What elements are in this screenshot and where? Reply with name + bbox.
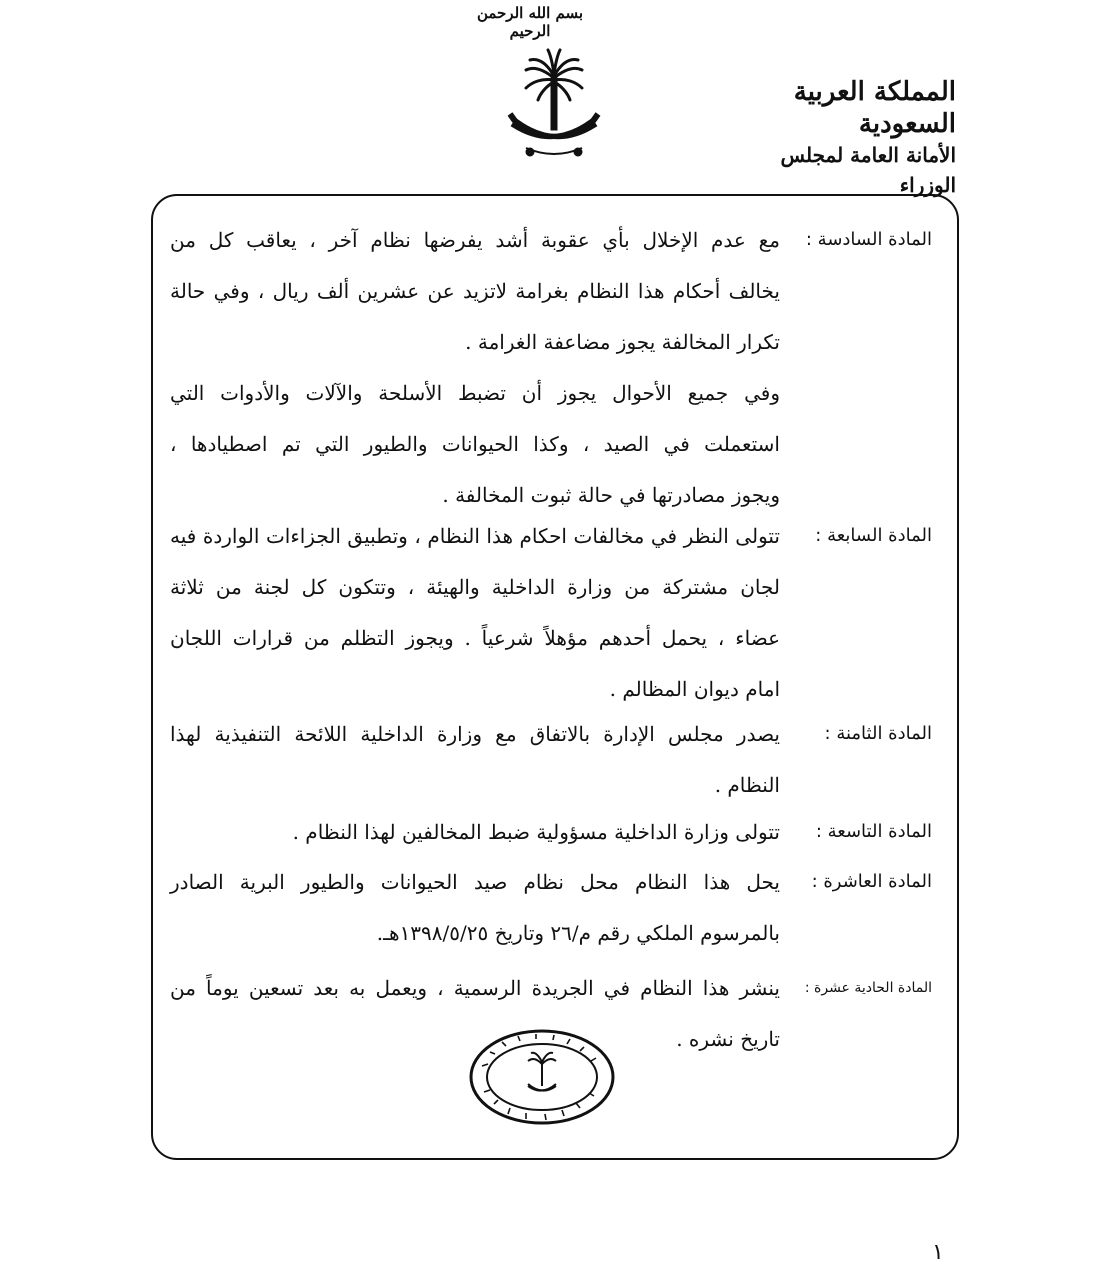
article-text bbox=[170, 522, 780, 726]
article-text bbox=[170, 226, 780, 532]
article-label: المادة السادسة : bbox=[805, 229, 932, 250]
text-line: امام ديوان المظالم . bbox=[609, 677, 780, 701]
text-line: النظام . bbox=[714, 773, 780, 797]
text-line: وفي جميع الأحوال يجوز أن تضبط الأسلحة والآلات والأدوات التي bbox=[170, 381, 780, 405]
official-seal-icon bbox=[468, 1028, 616, 1126]
text-line: مع عدم الإخلال بأي عقوبة أشد يفرضها نظام آخر ، يعاقب كل من bbox=[170, 228, 780, 252]
text-line: عضاء ، يحمل أحدهم مؤهلاً شرعياً . ويجوز التظلم من قرارات اللجان bbox=[170, 626, 780, 650]
saudi-emblem-icon bbox=[496, 48, 612, 166]
kingdom-name: المملكة العربية السعودية bbox=[793, 77, 956, 139]
text-line: تاريخ نشره . bbox=[676, 1027, 780, 1051]
text-line: ويجوز مصادرتها في حالة ثبوت المخالفة . bbox=[442, 483, 780, 507]
text-line: ينشر هذا النظام في الجريدة الرسمية ، ويعمل به بعد تسعين يوماً من bbox=[170, 976, 780, 1000]
page-number: ١ bbox=[932, 1240, 944, 1265]
basmala: بسم الله الرحمن الرحيم bbox=[476, 4, 584, 40]
text-line: لجان مشتركة من وزارة الداخلية والهيئة ، وتتكون كل لجنة من ثلاثة bbox=[170, 575, 780, 599]
letterhead bbox=[720, 76, 956, 200]
article-text bbox=[170, 720, 780, 822]
text-line: استعملت في الصيد ، وكذا الحيوانات والطيور التي تم اصطيادها ، bbox=[170, 432, 780, 456]
text-line: تتولى وزارة الداخلية مسؤولية ضبط المخالفين لهذا النظام . bbox=[292, 820, 780, 844]
text-line: تكرار المخالفة يجوز مضاعفة الغرامة . bbox=[465, 330, 780, 354]
text-line: يخالف أحكام هذا النظام بغرامة لاتزيد عن عشرين ألف ريال ، وفي حالة bbox=[170, 279, 780, 303]
article-text bbox=[170, 818, 780, 869]
text-line: تتولى النظر في مخالفات احكام هذا النظام ، وتطبيق الجزاءات الواردة فيه bbox=[170, 524, 780, 548]
article-label: المادة العاشرة : bbox=[811, 871, 932, 892]
article-text bbox=[170, 868, 780, 970]
article-label: المادة السابعة : bbox=[815, 525, 932, 546]
text-line: يحل هذا النظام محل نظام صيد الحيوانات والطيور البرية الصادر bbox=[170, 870, 780, 894]
text-line: يصدر مجلس الإدارة بالاتفاق مع وزارة الداخلية اللائحة التنفيذية لهذا bbox=[170, 722, 780, 746]
text-line: بالمرسوم الملكي رقم م/٢٦ وتاريخ ١٣٩٨/٥/٢٥هـ. bbox=[376, 921, 780, 945]
secretariat-name: الأمانة العامة لمجلس الوزراء bbox=[780, 143, 956, 197]
article-label: المادة الحادية عشرة : bbox=[804, 980, 932, 996]
article-label: المادة التاسعة : bbox=[815, 821, 932, 842]
article-label: المادة الثامنة : bbox=[824, 723, 932, 744]
